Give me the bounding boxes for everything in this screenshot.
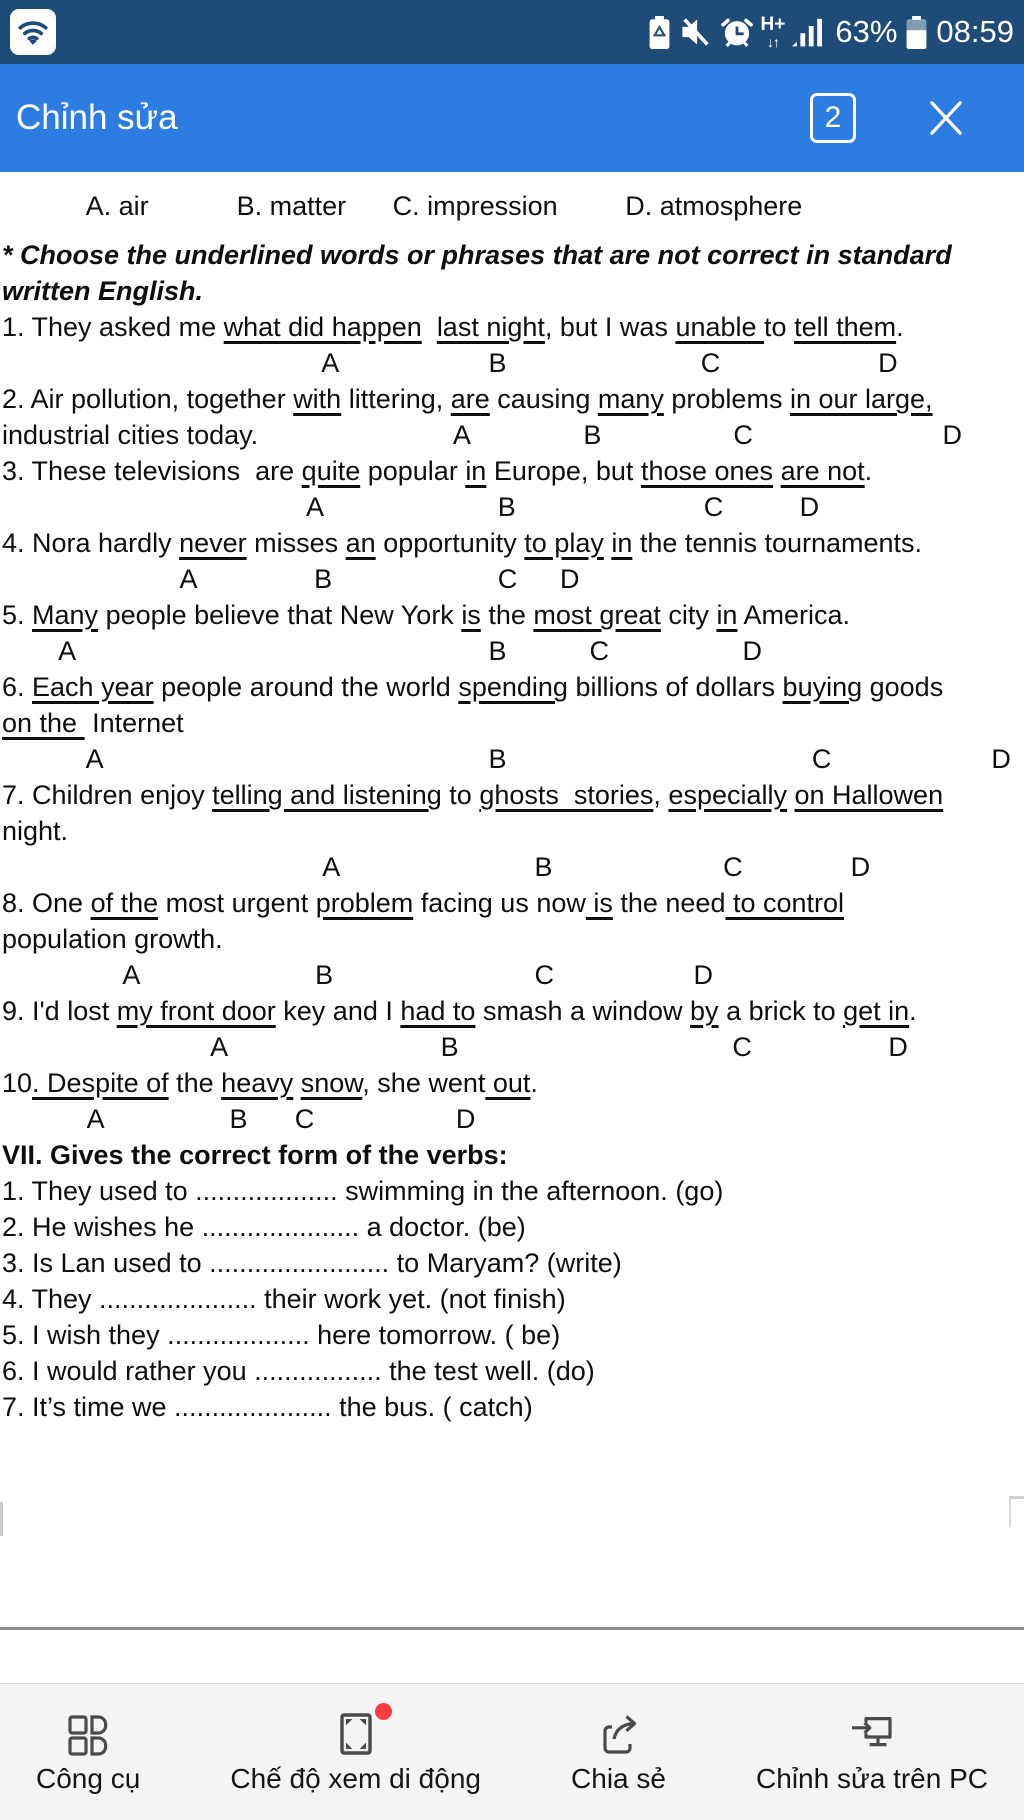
toolbar-label: Chế độ xem di động [230, 1762, 481, 1794]
answer-letter-d: D [559, 564, 580, 594]
underlined-phrase: to play [524, 528, 604, 558]
plain-text: America. [737, 600, 850, 630]
plain-text: Europe, but [486, 456, 641, 486]
plain-text: 3. These televisions are [2, 456, 302, 486]
document-canvas[interactable] [0, 172, 1024, 1627]
battery-icon [904, 16, 929, 49]
question-text-line [2, 705, 1022, 741]
answer-letter-b: B [315, 960, 334, 990]
instruction-text [2, 237, 1022, 309]
question-text-line [2, 525, 1022, 561]
answer-letters-row [2, 957, 1022, 993]
wifi-notification-icon [10, 9, 56, 55]
answer-letters-row [2, 345, 1022, 381]
answer-letter-b: B [488, 348, 507, 378]
underlined-phrase: problem [315, 888, 414, 918]
underlined-phrase: heavy [221, 1068, 294, 1098]
answer-letter-c: C [723, 852, 743, 882]
underlined-phrase: what did happen [223, 312, 422, 342]
underlined-phrase: Each year [32, 672, 154, 702]
signal-strength-icon [792, 17, 828, 47]
plain-text: industrial cities today. [2, 420, 259, 450]
answer-letter-d: D [693, 960, 714, 990]
answer-letter-d: D [888, 1032, 908, 1062]
toolbar-item-mobile-view[interactable] [230, 1710, 481, 1795]
question-text-line [2, 921, 1022, 957]
answer-letters-row [2, 1029, 1022, 1065]
answer-letter-c: C [497, 564, 518, 594]
verb-item: 6. I would rather you ................. the test well. (do) [2, 1356, 595, 1386]
plain-text: causing [489, 384, 598, 414]
underlined-phrase: is [461, 600, 481, 630]
underlined-phrase: unable [675, 312, 765, 342]
plain-text [422, 312, 437, 342]
plain-text [787, 780, 795, 810]
window-count-badge[interactable] [810, 93, 856, 143]
notification-badge-dot [375, 1703, 392, 1720]
verb-item: 4. They ..................... their work yet. (not finish) [2, 1284, 566, 1314]
plain-text: 8. One [2, 888, 91, 918]
answer-letter-c: C [732, 1032, 752, 1062]
options-line [2, 188, 1022, 224]
answer-letter-c: C [733, 420, 753, 450]
answer-letter-b: B [440, 1032, 459, 1062]
answer-letter-d: D [850, 852, 871, 882]
question-9 [2, 993, 1022, 1065]
plain-text: the [168, 1068, 222, 1098]
plain-text: misses [246, 528, 346, 558]
plain-text: night. [2, 816, 69, 846]
option-item-a: A. air [85, 191, 149, 221]
underlined-phrase: many [597, 384, 664, 414]
plain-text: a brick to [718, 996, 844, 1026]
plain-text: the tennis tournaments. [632, 528, 923, 558]
mobile-view-icon [332, 1710, 380, 1758]
answer-letter-a: A [58, 636, 77, 666]
plain-text: the [480, 600, 534, 630]
underlined-phrase: my front door [116, 996, 276, 1026]
plain-text: people around the world [153, 672, 459, 702]
instruction-line: written English. [2, 276, 204, 306]
verb-item: 7. It’s time we ..................... the bus. ( catch) [2, 1392, 533, 1422]
question-6 [2, 669, 1022, 777]
share-icon [595, 1710, 643, 1758]
plain-text: 7. Children enjoy [2, 780, 213, 810]
underlined-phrase: are [450, 384, 490, 414]
plain-text: 6. [2, 672, 33, 702]
underlined-phrase: never [179, 528, 247, 558]
underlined-phrase: with [293, 384, 342, 414]
plain-text: population growth. [2, 924, 223, 954]
toolbar-gap [0, 1630, 1024, 1683]
answer-letter-a: A [179, 564, 198, 594]
network-hplus-icon: H+ ↓↑ [760, 14, 786, 50]
plain-text: popular [360, 456, 466, 486]
plain-text: to [441, 780, 480, 810]
answer-letter-b: B [497, 492, 516, 522]
underlined-phrase: most great [533, 600, 661, 630]
plain-text: . [909, 996, 917, 1026]
underlined-phrase: in [716, 600, 738, 630]
plain-text: 4. Nora hardly [2, 528, 180, 558]
question-3 [2, 453, 1022, 525]
page-corner-mark-right [1009, 1496, 1024, 1527]
plain-text: goods [862, 672, 944, 702]
underlined-phrase: had to [400, 996, 476, 1026]
answer-letter-b: B [314, 564, 333, 594]
close-icon[interactable] [920, 92, 972, 144]
plain-text: littering, [341, 384, 451, 414]
edit-on-pc-icon [848, 1710, 896, 1758]
question-text-line [2, 777, 1022, 813]
verb-item: 1. They used to ................... swimming in the afternoon. (go) [2, 1176, 724, 1206]
answer-letter-b: B [583, 420, 602, 450]
question-2 [2, 381, 1022, 453]
answer-letters-row [2, 849, 1022, 885]
underlined-phrase: on Hallowen [794, 780, 944, 810]
plain-text: , she went [362, 1068, 486, 1098]
bottom-toolbar [0, 1683, 1024, 1820]
answer-letter-a: A [322, 852, 341, 882]
answer-letter-d: D [455, 1104, 476, 1134]
answer-letters-row [2, 561, 1022, 597]
answer-letter-c: C [811, 744, 832, 774]
clock-time: 08:59 [936, 14, 1014, 49]
answer-letter-d: D [742, 636, 763, 666]
app-header [0, 64, 1024, 172]
tools-grid-icon [64, 1710, 112, 1758]
answer-letter-a: A [452, 420, 471, 450]
answer-letter-a: A [210, 1032, 229, 1062]
underlined-phrase: especially [668, 780, 787, 810]
answer-letter-b: B [488, 636, 507, 666]
plain-text: the need [612, 888, 726, 918]
battery-saver-icon [647, 16, 672, 49]
plain-text [773, 456, 781, 486]
answer-letter-a: A [305, 492, 324, 522]
plain-text: to [764, 312, 795, 342]
underlined-phrase: out [485, 1068, 531, 1098]
question-text-line [2, 813, 1022, 849]
underlined-phrase: is [585, 888, 613, 918]
answer-letter-b: B [488, 744, 507, 774]
alarm-icon [720, 15, 754, 49]
underlined-phrase: Many [32, 600, 99, 630]
underlined-phrase: . Despite of [32, 1068, 169, 1098]
question-text-line [2, 993, 1022, 1029]
answer-letters-row [2, 489, 1022, 525]
question-text-line [2, 669, 1022, 705]
plain-text [293, 1068, 301, 1098]
toolbar-label: Chỉnh sửa trên PC [756, 1762, 988, 1794]
underlined-phrase: those ones [640, 456, 774, 486]
underlined-phrase: to control [725, 888, 845, 918]
underlined-phrase: are not [780, 456, 865, 486]
underlined-phrase: in our large, [789, 384, 933, 414]
section-title: VII. Gives the correct form of the verbs: [2, 1140, 508, 1170]
underlined-phrase: ghosts stories [479, 780, 654, 810]
underlined-phrase: in [611, 528, 633, 558]
question-text-line [2, 1065, 1022, 1101]
answer-letter-c: C [700, 348, 721, 378]
plain-text: people believe that New York [98, 600, 462, 630]
underlined-phrase: in [465, 456, 487, 486]
question-text-line [2, 453, 1022, 489]
plain-text: most urgent [158, 888, 316, 918]
plain-text: 9. I'd lost [2, 996, 117, 1026]
underlined-phrase: telling and listening [212, 780, 442, 810]
question-text-line [2, 885, 1022, 921]
underlined-phrase: spending [458, 672, 568, 702]
answer-letter-a: A [321, 348, 340, 378]
question-1 [2, 309, 1022, 381]
question-text-line [2, 417, 1022, 453]
underlined-phrase: snow [300, 1068, 363, 1098]
answer-letters-row [2, 633, 1022, 669]
question-7 [2, 777, 1022, 885]
answer-letter-c: C [534, 960, 554, 990]
toolbar-label: Công cụ [36, 1762, 141, 1794]
plain-text: Internet [84, 708, 184, 738]
question-8 [2, 885, 1022, 993]
question-5 [2, 597, 1022, 669]
plain-text: , but I was [544, 312, 676, 342]
answer-letter-c: C [294, 1104, 315, 1134]
answer-letter-a: A [122, 960, 141, 990]
answer-letter-b: B [534, 852, 553, 882]
underlined-phrase: tell them [794, 312, 897, 342]
question-text-line [2, 381, 1022, 417]
verb-item: 3. Is Lan used to ........................ to Maryam? (write) [2, 1248, 622, 1278]
underlined-phrase: buying [782, 672, 863, 702]
answer-letter-d: D [991, 744, 1011, 774]
plain-text: 2. Air pollution, together [2, 384, 294, 414]
verb-item: 5. I wish they ................... here tomorrow. ( be) [2, 1320, 561, 1350]
underlined-phrase: quite [301, 456, 361, 486]
plain-text: . [530, 1068, 538, 1098]
question-text-line [2, 309, 1022, 345]
plain-text: city [660, 600, 717, 630]
answer-letter-a: A [85, 744, 104, 774]
status-bar [0, 0, 1024, 64]
plain-text: 10 [2, 1068, 33, 1098]
answer-letter-d: D [878, 348, 898, 378]
underlined-phrase: an [345, 528, 376, 558]
plain-text: opportunity [375, 528, 525, 558]
option-item-d: D. atmosphere [625, 191, 803, 221]
underlined-phrase: on the [2, 708, 85, 738]
page-title: Chỉnh sửa [16, 98, 178, 137]
answer-letters-row [2, 741, 1022, 777]
plain-text: key and I [275, 996, 401, 1026]
plain-text: smash a window [475, 996, 691, 1026]
battery-percent: 63% [835, 14, 898, 49]
answer-letter-a: A [86, 1104, 105, 1134]
toolbar-item-share[interactable] [571, 1710, 666, 1795]
underlined-phrase: get in [843, 996, 910, 1026]
answer-letter-d: D [799, 492, 820, 522]
mute-icon [679, 16, 713, 48]
plain-text: . [896, 312, 904, 342]
plain-text: , [653, 780, 669, 810]
underlined-phrase: by [690, 996, 719, 1026]
plain-text: 5. [2, 600, 33, 630]
verb-item: 2. He wishes he ..................... a doctor. (be) [2, 1212, 526, 1242]
plain-text: problems [663, 384, 790, 414]
instruction-line: * Choose the underlined words or phrases that are not correct in standard [2, 240, 952, 270]
answer-letter-b: B [229, 1104, 248, 1134]
answer-letter-c: C [589, 636, 610, 666]
answer-letters-row [2, 1101, 1022, 1137]
answer-letter-c: C [703, 492, 724, 522]
option-item-b: B. matter [236, 191, 347, 221]
underlined-phrase: last night [436, 312, 545, 342]
plain-text: facing us now [413, 888, 586, 918]
toolbar-label: Chia sẻ [571, 1762, 666, 1794]
option-item-c: C. impression [392, 191, 558, 221]
plain-text: billions of dollars [567, 672, 783, 702]
question-10 [2, 1065, 1022, 1137]
plain-text: . [864, 456, 873, 486]
page-corner-mark-left [0, 1502, 3, 1536]
question-4 [2, 525, 1022, 597]
question-text-line [2, 597, 1022, 633]
toolbar-item-edit-on-pc[interactable] [756, 1710, 988, 1795]
answer-letter-d: D [942, 420, 962, 450]
plain-text: 1. They asked me [2, 312, 224, 342]
toolbar-item-tools-grid[interactable] [36, 1710, 140, 1795]
underlined-phrase: of the [90, 888, 159, 918]
window-count-label: 2 [824, 101, 842, 134]
